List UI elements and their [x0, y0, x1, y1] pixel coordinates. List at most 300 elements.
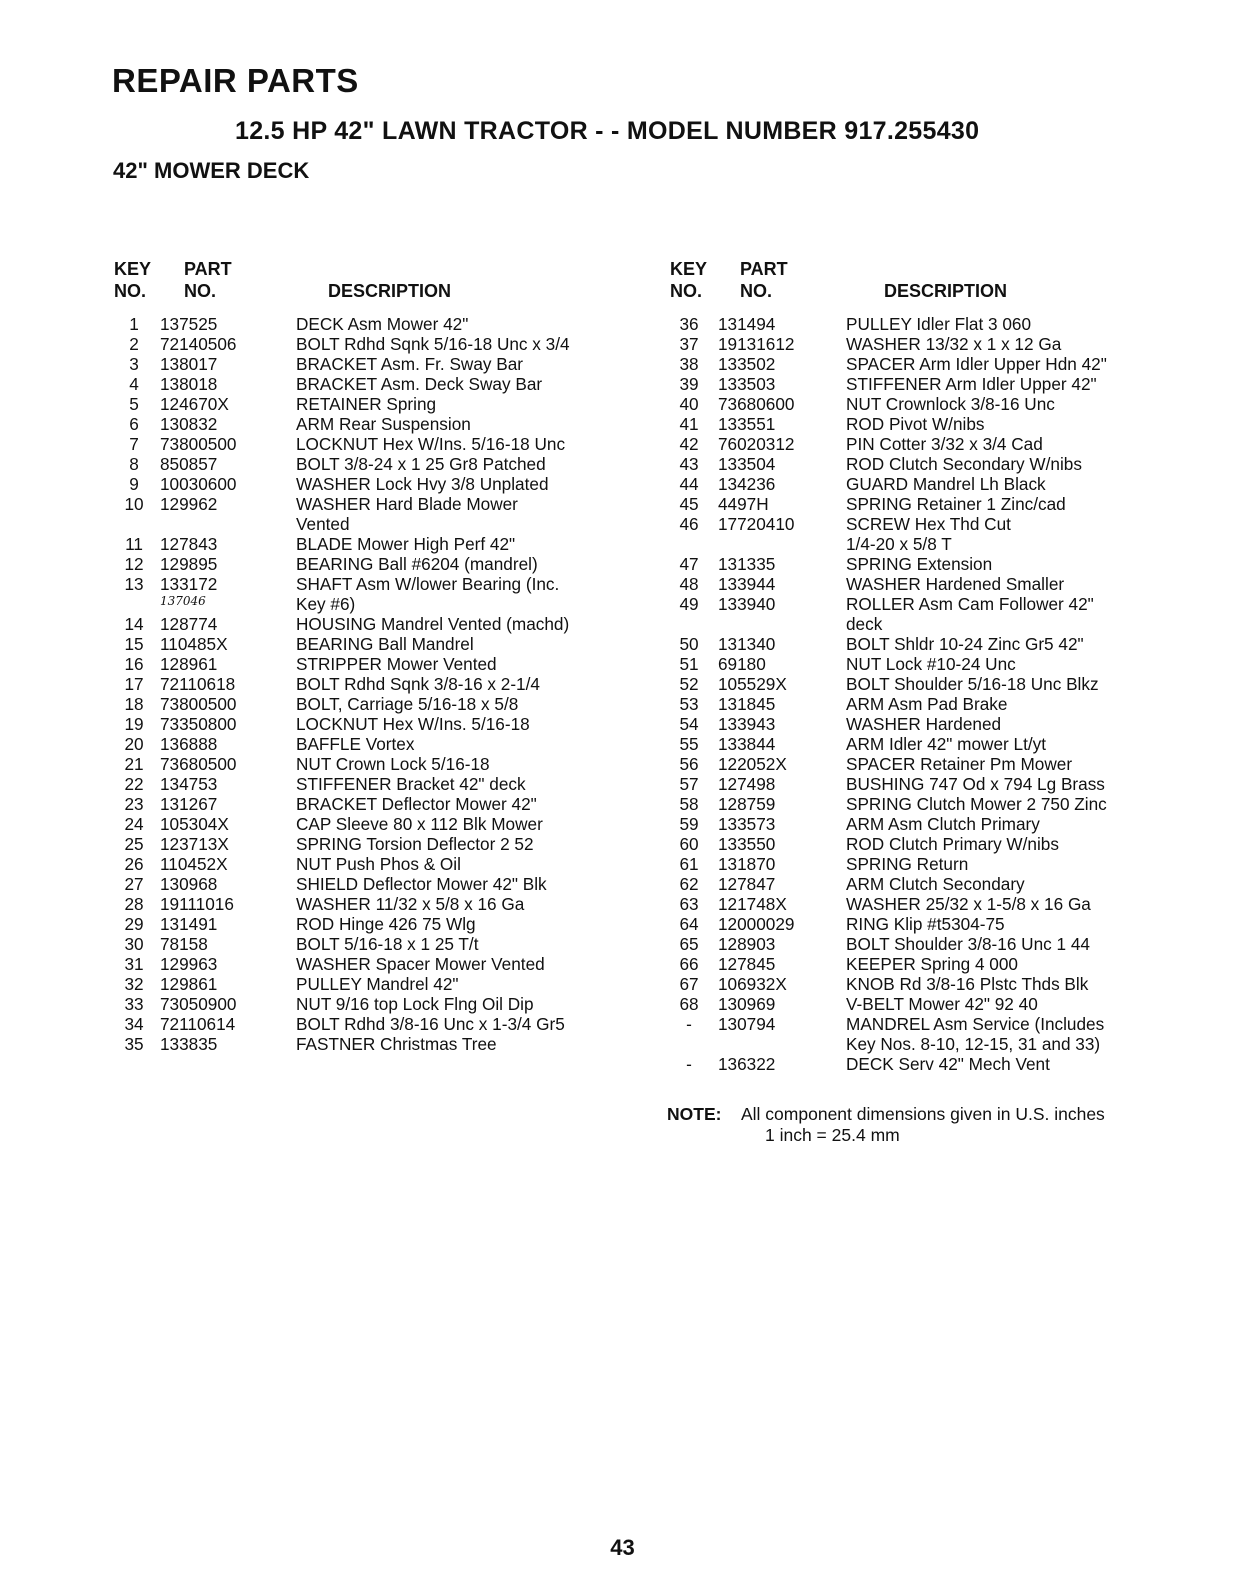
key-no: 46 — [679, 514, 699, 534]
table-row — [112, 574, 642, 594]
description: WASHER 25/32 x 1-5/8 x 16 Ga — [846, 894, 1091, 914]
key-no: 20 — [124, 734, 144, 754]
description: Key Nos. 8-10, 12-15, 31 and 33) — [846, 1034, 1101, 1054]
description: GUARD Mandrel Lh Black — [846, 474, 1046, 494]
table-row — [112, 494, 642, 514]
key-no: 17 — [124, 674, 144, 694]
key-header: KEY — [670, 259, 708, 279]
key-no: 65 — [679, 934, 699, 954]
part-no: 131845 — [718, 694, 776, 714]
key-no: 54 — [679, 714, 699, 734]
key-no: 52 — [679, 674, 699, 694]
description: BRACKET Asm. Deck Sway Bar — [296, 374, 543, 394]
key-no: 56 — [679, 754, 699, 774]
table-row — [670, 314, 1170, 334]
part-no: 4497H — [718, 494, 769, 514]
table-row — [670, 834, 1170, 854]
part-no: 121748X — [718, 894, 787, 914]
part-no: 133943 — [718, 714, 776, 734]
part-no: 73800500 — [160, 694, 237, 714]
part-no: 106932X — [718, 974, 787, 994]
part-no: 73050900 — [160, 994, 237, 1014]
table-row — [670, 934, 1170, 954]
description: PULLEY Mandrel 42" — [296, 974, 459, 994]
part-no: 137525 — [160, 314, 218, 334]
description: SPRING Torsion Deflector 2 52 — [296, 834, 534, 854]
part-no: 12000029 — [718, 914, 795, 934]
description: LOCKNUT Hex W/Ins. 5/16-18 Unc — [296, 434, 566, 454]
table-row — [670, 634, 1170, 654]
key-no: 23 — [124, 794, 144, 814]
table-row — [112, 874, 642, 894]
description: BAFFLE Vortex — [296, 734, 415, 754]
part-no: 133503 — [718, 374, 776, 394]
description: BRACKET Asm. Fr. Sway Bar — [296, 354, 523, 374]
key-no: 4 — [129, 374, 139, 394]
part-no: 78158 — [160, 934, 208, 954]
description: HOUSING Mandrel Vented (machd) — [296, 614, 570, 634]
description: SPRING Extension — [846, 554, 993, 574]
key-no: 14 — [124, 614, 144, 634]
key-no: 12 — [124, 554, 144, 574]
table-row — [670, 954, 1170, 974]
table-row — [670, 494, 1170, 514]
description: SPRING Clutch Mower 2 750 Zinc — [846, 794, 1107, 814]
part-no: 129895 — [160, 554, 218, 574]
description: KNOB Rd 3/8-16 Plstc Thds Blk — [846, 974, 1089, 994]
description: BUSHING 747 Od x 794 Lg Brass — [846, 774, 1105, 794]
part-no — [708, 1034, 846, 1054]
key-no: 38 — [679, 354, 699, 374]
part-no: 110485X — [160, 634, 228, 654]
table-row — [670, 574, 1170, 594]
description: WASHER Hardened Smaller — [846, 574, 1065, 594]
table-row — [112, 334, 642, 354]
part-no: 127845 — [718, 954, 776, 974]
description: BEARING Ball #6204 (mandrel) — [296, 554, 538, 574]
key-no: 64 — [679, 914, 699, 934]
table-row — [112, 614, 642, 634]
table-row — [112, 974, 642, 994]
part-no: 19131612 — [718, 334, 795, 354]
description: SPACER Retainer Pm Mower — [846, 754, 1073, 774]
table-row — [112, 694, 642, 714]
description: ARM Idler 42" mower Lt/yt — [846, 734, 1046, 754]
part-no: 72140506 — [160, 334, 237, 354]
description: ARM Rear Suspension — [296, 414, 471, 434]
key-no: 62 — [679, 874, 699, 894]
key-no: 18 — [124, 694, 144, 714]
key-no — [112, 514, 156, 534]
key-no: 32 — [124, 974, 144, 994]
parts-table-left — [112, 258, 642, 1054]
column-header — [112, 258, 642, 306]
parts-list-left — [112, 314, 642, 1054]
key-no: 33 — [124, 994, 144, 1014]
key-no: 25 — [124, 834, 144, 854]
part-no: 136888 — [160, 734, 218, 754]
table-row — [112, 434, 642, 454]
key-no: 34 — [124, 1014, 144, 1034]
key-no: 10 — [124, 494, 144, 514]
key-no: 16 — [124, 654, 144, 674]
description: BOLT Shoulder 5/16-18 Unc Blkz — [846, 674, 1099, 694]
table-row — [112, 534, 642, 554]
model-subtitle: 12.5 HP 42" LAWN TRACTOR - - MODEL NUMBER 917.255430 — [235, 117, 980, 145]
table-row — [670, 394, 1170, 414]
key-no: 53 — [679, 694, 699, 714]
part-no: 128774 — [160, 614, 218, 634]
table-row — [112, 454, 642, 474]
part-no: 73680600 — [718, 394, 795, 414]
table-row — [112, 994, 642, 1014]
table-row — [670, 534, 1170, 554]
note-text: All component dimensions given in U.S. inches — [741, 1104, 1105, 1124]
description: FASTNER Christmas Tree — [296, 1034, 497, 1054]
key-no: 22 — [124, 774, 144, 794]
description: WASHER Hardened — [846, 714, 1002, 734]
part-no: 133844 — [718, 734, 776, 754]
part-no: 134236 — [718, 474, 776, 494]
description: RETAINER Spring — [296, 394, 437, 414]
table-row — [670, 514, 1170, 534]
table-row — [112, 1034, 642, 1054]
part-no: 131267 — [160, 794, 218, 814]
part-no: 138017 — [160, 354, 218, 374]
key-no: 40 — [679, 394, 699, 414]
key-no: 19 — [124, 714, 144, 734]
table-row — [112, 714, 642, 734]
part-no: 110452X — [160, 854, 228, 874]
description: NUT 9/16 top Lock Flng Oil Dip — [296, 994, 534, 1014]
key-no: 45 — [679, 494, 699, 514]
key-no — [670, 534, 708, 554]
key-no: 6 — [129, 414, 139, 434]
key-no: - — [686, 1054, 692, 1074]
table-row — [112, 354, 642, 374]
table-row — [670, 454, 1170, 474]
key-no: - — [686, 1014, 692, 1034]
part-no: 10030600 — [160, 474, 237, 494]
description: DECK Asm Mower 42" — [296, 314, 469, 334]
key-no: 8 — [129, 454, 139, 474]
key-no: 1 — [129, 314, 139, 334]
part-no: 127843 — [160, 534, 218, 554]
part-no: 133835 — [160, 1034, 218, 1054]
part-no — [708, 534, 846, 554]
table-row — [670, 734, 1170, 754]
table-row — [670, 334, 1170, 354]
table-row — [670, 974, 1170, 994]
table-row — [670, 714, 1170, 734]
part-no: 128903 — [718, 934, 776, 954]
part-no: 72110614 — [160, 1014, 236, 1034]
description: ROD Clutch Secondary W/nibs — [846, 454, 1082, 474]
key-no: 7 — [129, 434, 139, 454]
part-no: 129962 — [160, 494, 218, 514]
table-row — [670, 894, 1170, 914]
description: NUT Crown Lock 5/16-18 — [296, 754, 490, 774]
part-no: 129861 — [160, 974, 218, 994]
part-no: 136322 — [718, 1054, 776, 1074]
key-no: 51 — [679, 654, 699, 674]
description: deck — [846, 614, 883, 634]
key-no — [670, 614, 708, 634]
description: ARM Asm Clutch Primary — [846, 814, 1040, 834]
part-no: 73800500 — [160, 434, 237, 454]
table-row — [670, 694, 1170, 714]
description: RING Klip #t5304-75 — [846, 914, 1005, 934]
table-row — [670, 994, 1170, 1014]
part-no: 76020312 — [718, 434, 795, 454]
description: KEEPER Spring 4 000 — [846, 954, 1018, 974]
table-row — [670, 654, 1170, 674]
description: WASHER 11/32 x 5/8 x 16 Ga — [296, 894, 525, 914]
description: SCREW Hex Thd Cut — [846, 514, 1011, 534]
description: ROD Clutch Primary W/nibs — [846, 834, 1059, 854]
description: ROLLER Asm Cam Follower 42" — [846, 594, 1094, 614]
description: 1/4-20 x 5/8 T — [846, 534, 952, 554]
key-no: 39 — [679, 374, 699, 394]
table-row — [670, 1014, 1170, 1034]
key-no: 41 — [679, 414, 699, 434]
part-no — [156, 514, 296, 534]
table-row — [670, 614, 1170, 634]
dimension-note — [667, 1104, 1105, 1145]
description: PULLEY Idler Flat 3 060 — [846, 314, 1032, 334]
description: ROD Pivot W/nibs — [846, 414, 985, 434]
description: STIFFENER Arm Idler Upper 42" — [846, 374, 1097, 394]
part-no: 130969 — [718, 994, 776, 1014]
table-row — [112, 914, 642, 934]
part-no: 105529X — [718, 674, 787, 694]
table-row — [112, 414, 642, 434]
description: BOLT Shoulder 3/8-16 Unc 1 44 — [846, 934, 1090, 954]
table-row — [112, 774, 642, 794]
part-no: 73350800 — [160, 714, 237, 734]
description: Key #6) — [296, 594, 356, 614]
table-row — [112, 814, 642, 834]
description: WASHER Spacer Mower Vented — [296, 954, 545, 974]
key-no: 59 — [679, 814, 699, 834]
description: ROD Hinge 426 75 Wlg — [296, 914, 476, 934]
key-no: 49 — [679, 594, 699, 614]
table-row — [670, 1054, 1170, 1074]
description: BEARING Ball Mandrel — [296, 634, 474, 654]
key-no: 61 — [679, 854, 699, 874]
description: ARM Clutch Secondary — [846, 874, 1025, 894]
table-row — [670, 434, 1170, 454]
description: BOLT 5/16-18 x 1 25 T/t — [296, 934, 479, 954]
page-title: REPAIR PARTS — [112, 62, 359, 99]
part-header-no: NO. — [740, 281, 773, 301]
table-row — [670, 774, 1170, 794]
key-no: 26 — [124, 854, 144, 874]
key-no: 63 — [679, 894, 699, 914]
part-no: 128759 — [718, 794, 776, 814]
part-header: PART — [740, 259, 788, 279]
key-no — [670, 1034, 708, 1054]
table-row — [670, 354, 1170, 374]
description: BRACKET Deflector Mower 42" — [296, 794, 537, 814]
part-no: 133172 — [160, 574, 218, 594]
part-no: 130832 — [160, 414, 218, 434]
part-no: 131340 — [718, 634, 776, 654]
part-no: 134753 — [160, 774, 218, 794]
table-row — [670, 374, 1170, 394]
table-row — [112, 514, 642, 534]
part-no: 127847 — [718, 874, 776, 894]
table-row — [112, 934, 642, 954]
key-no: 3 — [129, 354, 139, 374]
key-no: 24 — [124, 814, 144, 834]
description: SHAFT Asm W/lower Bearing (Inc. — [296, 574, 560, 594]
key-header-no: NO. — [670, 281, 703, 301]
note-label: NOTE: — [667, 1104, 722, 1124]
part-no: 73680500 — [160, 754, 237, 774]
table-row — [670, 914, 1170, 934]
description: STIFFENER Bracket 42" deck — [296, 774, 526, 794]
part-no: 123713X — [160, 834, 229, 854]
key-no: 13 — [124, 574, 144, 594]
part-header-no: NO. — [184, 281, 217, 301]
key-no: 68 — [679, 994, 699, 1014]
part-no: 133502 — [718, 354, 776, 374]
part-no: 131494 — [718, 314, 776, 334]
key-no: 44 — [679, 474, 699, 494]
part-no: 133551 — [718, 414, 776, 434]
description: CAP Sleeve 80 x 112 Blk Mower — [296, 814, 543, 834]
key-no — [112, 594, 156, 614]
description: BOLT Rdhd Sqnk 3/8-16 x 2-1/4 — [296, 674, 540, 694]
description-header: DESCRIPTION — [328, 281, 452, 301]
table-row — [112, 594, 642, 614]
description: BOLT Rdhd 3/8-16 Unc x 1-3/4 Gr5 — [296, 1014, 565, 1034]
part-header: PART — [184, 259, 232, 279]
key-no: 67 — [679, 974, 699, 994]
description: WASHER Hard Blade Mower — [296, 494, 518, 514]
description: BOLT Rdhd Sqnk 5/16-18 Unc x 3/4 — [296, 334, 570, 354]
key-no: 57 — [679, 774, 699, 794]
description: SPACER Arm Idler Upper Hdn 42" — [846, 354, 1107, 374]
table-row — [112, 894, 642, 914]
table-row — [670, 554, 1170, 574]
table-row — [112, 754, 642, 774]
table-row — [112, 674, 642, 694]
table-row — [112, 554, 642, 574]
section-heading: 42" MOWER DECK — [113, 158, 310, 183]
key-no: 28 — [124, 894, 144, 914]
part-no: 137046 — [160, 594, 206, 608]
part-no: 128961 — [160, 654, 218, 674]
part-no: 19111016 — [160, 894, 234, 914]
table-row — [112, 1014, 642, 1034]
key-no: 35 — [124, 1034, 144, 1054]
key-no: 36 — [679, 314, 699, 334]
key-no: 60 — [679, 834, 699, 854]
description: MANDREL Asm Service (Includes — [846, 1014, 1105, 1034]
part-no: 17720410 — [718, 514, 795, 534]
part-no: 129963 — [160, 954, 218, 974]
table-row — [112, 954, 642, 974]
table-row — [670, 814, 1170, 834]
description: SPRING Retainer 1 Zinc/cad — [846, 494, 1066, 514]
description: NUT Crownlock 3/8-16 Unc — [846, 394, 1055, 414]
table-row — [112, 834, 642, 854]
part-no — [708, 614, 846, 634]
description: WASHER Lock Hvy 3/8 Unplated — [296, 474, 549, 494]
table-row — [670, 414, 1170, 434]
part-no: 131335 — [718, 554, 776, 574]
part-no: 130968 — [160, 874, 218, 894]
table-row — [670, 874, 1170, 894]
part-no: 131870 — [718, 854, 776, 874]
key-no: 47 — [679, 554, 699, 574]
description: DECK Serv 42" Mech Vent — [846, 1054, 1050, 1074]
part-no: 124670X — [160, 394, 229, 414]
table-row — [112, 474, 642, 494]
key-no: 21 — [124, 754, 144, 774]
description: V-BELT Mower 42" 92 40 — [846, 994, 1038, 1014]
part-no: 850857 — [160, 454, 218, 474]
table-row — [670, 594, 1170, 614]
description: BOLT 3/8-24 x 1 25 Gr8 Patched — [296, 454, 546, 474]
description: NUT Lock #10-24 Unc — [846, 654, 1016, 674]
table-row — [112, 394, 642, 414]
key-no: 15 — [124, 634, 144, 654]
description: LOCKNUT Hex W/Ins. 5/16-18 — [296, 714, 530, 734]
description: SPRING Return — [846, 854, 969, 874]
key-no: 66 — [679, 954, 699, 974]
part-no: 69180 — [718, 654, 766, 674]
key-no: 55 — [679, 734, 699, 754]
table-row — [670, 754, 1170, 774]
table-row — [112, 794, 642, 814]
column-header — [670, 258, 1170, 306]
key-no: 11 — [125, 534, 143, 554]
table-row — [112, 374, 642, 394]
part-no: 133944 — [718, 574, 776, 594]
part-no: 133940 — [718, 594, 776, 614]
description: BOLT Shldr 10-24 Zinc Gr5 42" — [846, 634, 1084, 654]
parts-list-right — [670, 314, 1170, 1074]
key-no: 9 — [129, 474, 139, 494]
key-no: 48 — [679, 574, 699, 594]
table-row — [670, 794, 1170, 814]
part-no: 133504 — [718, 454, 776, 474]
table-row — [112, 734, 642, 754]
table-row — [112, 654, 642, 674]
table-row — [670, 474, 1170, 494]
table-row — [670, 854, 1170, 874]
part-no: 133573 — [718, 814, 776, 834]
part-no: 130794 — [718, 1014, 776, 1034]
part-no: 72110618 — [160, 674, 236, 694]
key-no: 58 — [679, 794, 699, 814]
description: PIN Cotter 3/32 x 3/4 Cad — [846, 434, 1043, 454]
part-no: 131491 — [160, 914, 218, 934]
part-no: 127498 — [718, 774, 776, 794]
description: SHIELD Deflector Mower 42" Blk — [296, 874, 547, 894]
description-header: DESCRIPTION — [884, 281, 1008, 301]
key-no: 29 — [124, 914, 144, 934]
key-no: 42 — [679, 434, 699, 454]
key-no: 2 — [129, 334, 139, 354]
key-no: 27 — [124, 874, 144, 894]
key-no: 37 — [679, 334, 699, 354]
page-number: 43 — [610, 1535, 635, 1560]
part-no: 105304X — [160, 814, 229, 834]
